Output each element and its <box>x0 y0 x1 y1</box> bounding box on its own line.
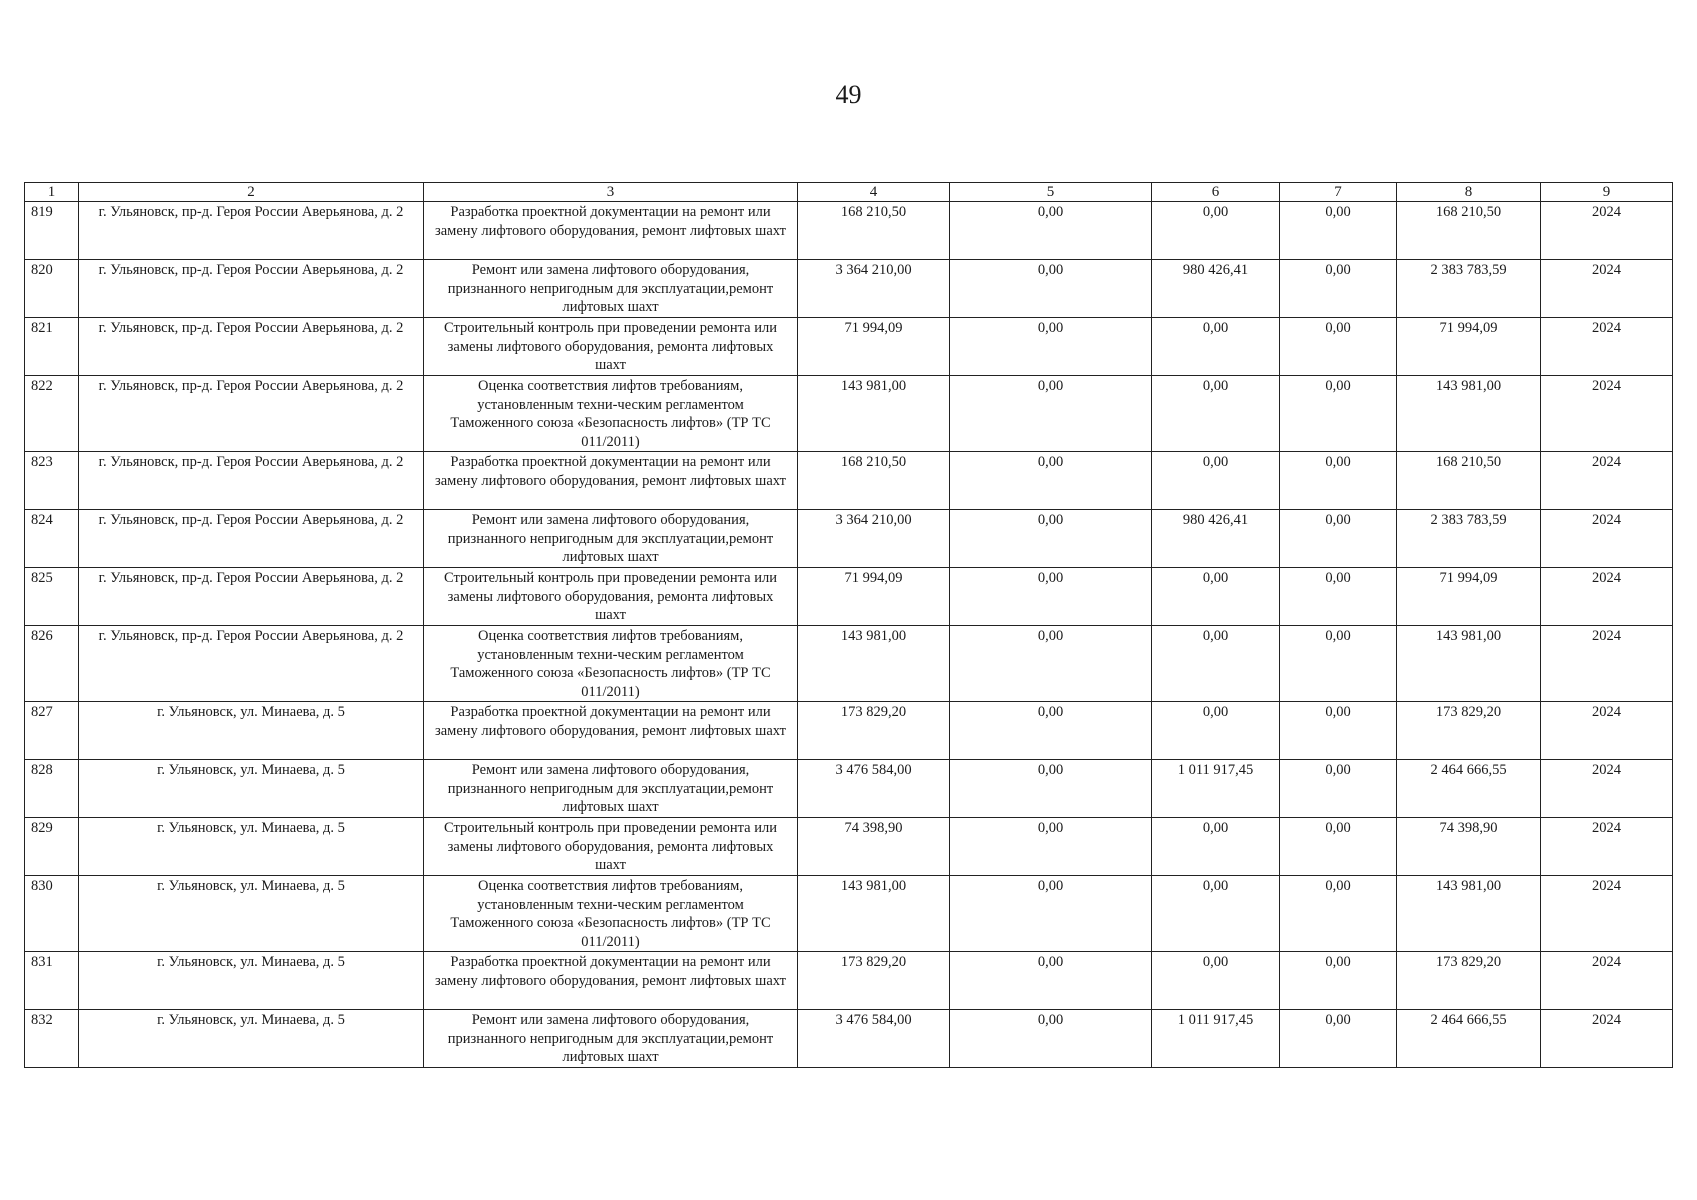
amount-cell: 173 829,20 <box>798 702 950 760</box>
amount-cell: 3 476 584,00 <box>798 1010 950 1068</box>
row-number: 827 <box>25 702 79 760</box>
table-row <box>25 202 1673 260</box>
row-number: 819 <box>25 202 79 260</box>
year-cell: 2024 <box>1541 568 1673 626</box>
amount-cell: 0,00 <box>1280 760 1397 818</box>
amount-cell: 0,00 <box>1280 260 1397 318</box>
amount-cell: 173 829,20 <box>798 952 950 1010</box>
amount-cell: 71 994,09 <box>1397 318 1541 376</box>
amount-cell: 71 994,09 <box>1397 568 1541 626</box>
amount-cell: 2 464 666,55 <box>1397 1010 1541 1068</box>
amount-cell: 2 464 666,55 <box>1397 760 1541 818</box>
year-cell: 2024 <box>1541 760 1673 818</box>
address-cell: г. Ульяновск, пр-д. Героя России Аверьянова, д. 2 <box>79 626 424 702</box>
year-cell: 2024 <box>1541 876 1673 952</box>
amount-cell: 0,00 <box>950 510 1152 568</box>
year-cell: 2024 <box>1541 202 1673 260</box>
table-row <box>25 376 1673 452</box>
work-cell: Оценка соответствия лифтов требованиям, установленным техни-ческим регламентом Таможенного союза «Безопасность лифтов» (ТР ТС 011/2011) <box>424 876 798 952</box>
address-cell: г. Ульяновск, пр-д. Героя России Аверьянова, д. 2 <box>79 568 424 626</box>
amount-cell: 0,00 <box>950 1010 1152 1068</box>
address-cell: г. Ульяновск, пр-д. Героя России Аверьянова, д. 2 <box>79 202 424 260</box>
row-number: 820 <box>25 260 79 318</box>
row-number: 830 <box>25 876 79 952</box>
amount-cell: 0,00 <box>1280 452 1397 510</box>
amount-cell: 0,00 <box>1280 702 1397 760</box>
amount-cell: 143 981,00 <box>798 876 950 952</box>
row-number: 821 <box>25 318 79 376</box>
amount-cell: 173 829,20 <box>1397 952 1541 1010</box>
amount-cell: 71 994,09 <box>798 568 950 626</box>
year-cell: 2024 <box>1541 318 1673 376</box>
amount-cell: 74 398,90 <box>798 818 950 876</box>
address-cell: г. Ульяновск, пр-д. Героя России Аверьянова, д. 2 <box>79 510 424 568</box>
column-header: 3 <box>424 183 798 202</box>
amount-cell: 0,00 <box>1280 818 1397 876</box>
header-row <box>25 183 1673 202</box>
amount-cell: 71 994,09 <box>798 318 950 376</box>
address-cell: г. Ульяновск, ул. Минаева, д. 5 <box>79 876 424 952</box>
amount-cell: 0,00 <box>950 318 1152 376</box>
work-cell: Строительный контроль при проведении ремонта или замены лифтового оборудования, ремонта лифтовых шахт <box>424 318 798 376</box>
column-header: 6 <box>1152 183 1280 202</box>
amount-cell: 173 829,20 <box>1397 702 1541 760</box>
address-cell: г. Ульяновск, пр-д. Героя России Аверьянова, д. 2 <box>79 376 424 452</box>
amount-cell: 0,00 <box>1152 626 1280 702</box>
amount-cell: 3 476 584,00 <box>798 760 950 818</box>
amount-cell: 0,00 <box>1280 318 1397 376</box>
address-cell: г. Ульяновск, ул. Минаева, д. 5 <box>79 818 424 876</box>
work-cell: Разработка проектной документации на ремонт или замену лифтового оборудования, ремонт лифтовых шахт <box>424 952 798 1010</box>
amount-cell: 168 210,50 <box>1397 452 1541 510</box>
amount-cell: 0,00 <box>950 818 1152 876</box>
amount-cell: 143 981,00 <box>1397 376 1541 452</box>
amount-cell: 0,00 <box>1280 626 1397 702</box>
year-cell: 2024 <box>1541 1010 1673 1068</box>
year-cell: 2024 <box>1541 452 1673 510</box>
registry-table <box>24 182 1673 1068</box>
year-cell: 2024 <box>1541 260 1673 318</box>
address-cell: г. Ульяновск, ул. Минаева, д. 5 <box>79 702 424 760</box>
row-number: 829 <box>25 818 79 876</box>
work-cell: Строительный контроль при проведении ремонта или замены лифтового оборудования, ремонта лифтовых шахт <box>424 568 798 626</box>
amount-cell: 0,00 <box>950 202 1152 260</box>
amount-cell: 0,00 <box>950 626 1152 702</box>
amount-cell: 0,00 <box>1152 202 1280 260</box>
table-row <box>25 626 1673 702</box>
year-cell: 2024 <box>1541 702 1673 760</box>
table-row <box>25 1010 1673 1068</box>
column-header: 8 <box>1397 183 1541 202</box>
amount-cell: 3 364 210,00 <box>798 260 950 318</box>
page-number: 49 <box>835 80 862 109</box>
row-number: 826 <box>25 626 79 702</box>
amount-cell: 0,00 <box>1280 952 1397 1010</box>
row-number: 822 <box>25 376 79 452</box>
year-cell: 2024 <box>1541 376 1673 452</box>
amount-cell: 0,00 <box>1152 952 1280 1010</box>
row-number: 825 <box>25 568 79 626</box>
amount-cell: 0,00 <box>950 568 1152 626</box>
row-number: 828 <box>25 760 79 818</box>
year-cell: 2024 <box>1541 818 1673 876</box>
work-cell: Ремонт или замена лифтового оборудования, признанного непригодным для эксплуатации,ремонт лифтовых шахт <box>424 260 798 318</box>
amount-cell: 0,00 <box>1280 202 1397 260</box>
amount-cell: 3 364 210,00 <box>798 510 950 568</box>
table-row <box>25 452 1673 510</box>
work-cell: Оценка соответствия лифтов требованиям, установленным техни-ческим регламентом Таможенного союза «Безопасность лифтов» (ТР ТС 011/2011) <box>424 626 798 702</box>
row-number: 832 <box>25 1010 79 1068</box>
amount-cell: 168 210,50 <box>798 452 950 510</box>
amount-cell: 0,00 <box>950 876 1152 952</box>
amount-cell: 143 981,00 <box>798 626 950 702</box>
amount-cell: 74 398,90 <box>1397 818 1541 876</box>
amount-cell: 0,00 <box>950 702 1152 760</box>
amount-cell: 0,00 <box>950 952 1152 1010</box>
address-cell: г. Ульяновск, ул. Минаева, д. 5 <box>79 1010 424 1068</box>
work-cell: Ремонт или замена лифтового оборудования, признанного непригодным для эксплуатации,ремонт лифтовых шахт <box>424 760 798 818</box>
row-number: 823 <box>25 452 79 510</box>
table-row <box>25 510 1673 568</box>
work-cell: Оценка соответствия лифтов требованиям, установленным техни-ческим регламентом Таможенного союза «Безопасность лифтов» (ТР ТС 011/2011) <box>424 376 798 452</box>
amount-cell: 0,00 <box>1280 510 1397 568</box>
column-header: 2 <box>79 183 424 202</box>
work-cell: Ремонт или замена лифтового оборудования, признанного непригодным для эксплуатации,ремонт лифтовых шахт <box>424 1010 798 1068</box>
column-header: 9 <box>1541 183 1673 202</box>
work-cell: Разработка проектной документации на ремонт или замену лифтового оборудования, ремонт лифтовых шахт <box>424 202 798 260</box>
table-row <box>25 702 1673 760</box>
amount-cell: 168 210,50 <box>1397 202 1541 260</box>
amount-cell: 0,00 <box>950 376 1152 452</box>
amount-cell: 980 426,41 <box>1152 510 1280 568</box>
amount-cell: 0,00 <box>1280 1010 1397 1068</box>
table-row <box>25 876 1673 952</box>
column-header: 5 <box>950 183 1152 202</box>
amount-cell: 0,00 <box>1152 702 1280 760</box>
amount-cell: 0,00 <box>1152 818 1280 876</box>
row-number: 831 <box>25 952 79 1010</box>
amount-cell: 0,00 <box>1280 568 1397 626</box>
amount-cell: 0,00 <box>1280 876 1397 952</box>
table-row <box>25 260 1673 318</box>
table-row <box>25 952 1673 1010</box>
table-body <box>25 202 1673 1068</box>
address-cell: г. Ульяновск, ул. Минаева, д. 5 <box>79 760 424 818</box>
year-cell: 2024 <box>1541 626 1673 702</box>
table-row <box>25 760 1673 818</box>
column-header: 4 <box>798 183 950 202</box>
work-cell: Ремонт или замена лифтового оборудования, признанного непригодным для эксплуатации,ремонт лифтовых шахт <box>424 510 798 568</box>
amount-cell: 0,00 <box>1152 452 1280 510</box>
table-row <box>25 818 1673 876</box>
amount-cell: 143 981,00 <box>798 376 950 452</box>
amount-cell: 2 383 783,59 <box>1397 260 1541 318</box>
column-header: 1 <box>25 183 79 202</box>
column-header: 7 <box>1280 183 1397 202</box>
year-cell: 2024 <box>1541 952 1673 1010</box>
amount-cell: 1 011 917,45 <box>1152 760 1280 818</box>
amount-cell: 0,00 <box>1152 318 1280 376</box>
amount-cell: 0,00 <box>950 452 1152 510</box>
table-row <box>25 568 1673 626</box>
work-cell: Разработка проектной документации на ремонт или замену лифтового оборудования, ремонт лифтовых шахт <box>424 702 798 760</box>
address-cell: г. Ульяновск, пр-д. Героя России Аверьянова, д. 2 <box>79 452 424 510</box>
work-cell: Разработка проектной документации на ремонт или замену лифтового оборудования, ремонт лифтовых шахт <box>424 452 798 510</box>
amount-cell: 143 981,00 <box>1397 876 1541 952</box>
amount-cell: 0,00 <box>950 260 1152 318</box>
amount-cell: 2 383 783,59 <box>1397 510 1541 568</box>
amount-cell: 0,00 <box>1280 376 1397 452</box>
amount-cell: 143 981,00 <box>1397 626 1541 702</box>
amount-cell: 0,00 <box>950 760 1152 818</box>
work-cell: Строительный контроль при проведении ремонта или замены лифтового оборудования, ремонта лифтовых шахт <box>424 818 798 876</box>
amount-cell: 0,00 <box>1152 568 1280 626</box>
table-row <box>25 318 1673 376</box>
amount-cell: 0,00 <box>1152 376 1280 452</box>
year-cell: 2024 <box>1541 510 1673 568</box>
address-cell: г. Ульяновск, пр-д. Героя России Аверьянова, д. 2 <box>79 318 424 376</box>
amount-cell: 1 011 917,45 <box>1152 1010 1280 1068</box>
row-number: 824 <box>25 510 79 568</box>
amount-cell: 980 426,41 <box>1152 260 1280 318</box>
address-cell: г. Ульяновск, ул. Минаева, д. 5 <box>79 952 424 1010</box>
address-cell: г. Ульяновск, пр-д. Героя России Аверьянова, д. 2 <box>79 260 424 318</box>
amount-cell: 0,00 <box>1152 876 1280 952</box>
amount-cell: 168 210,50 <box>798 202 950 260</box>
